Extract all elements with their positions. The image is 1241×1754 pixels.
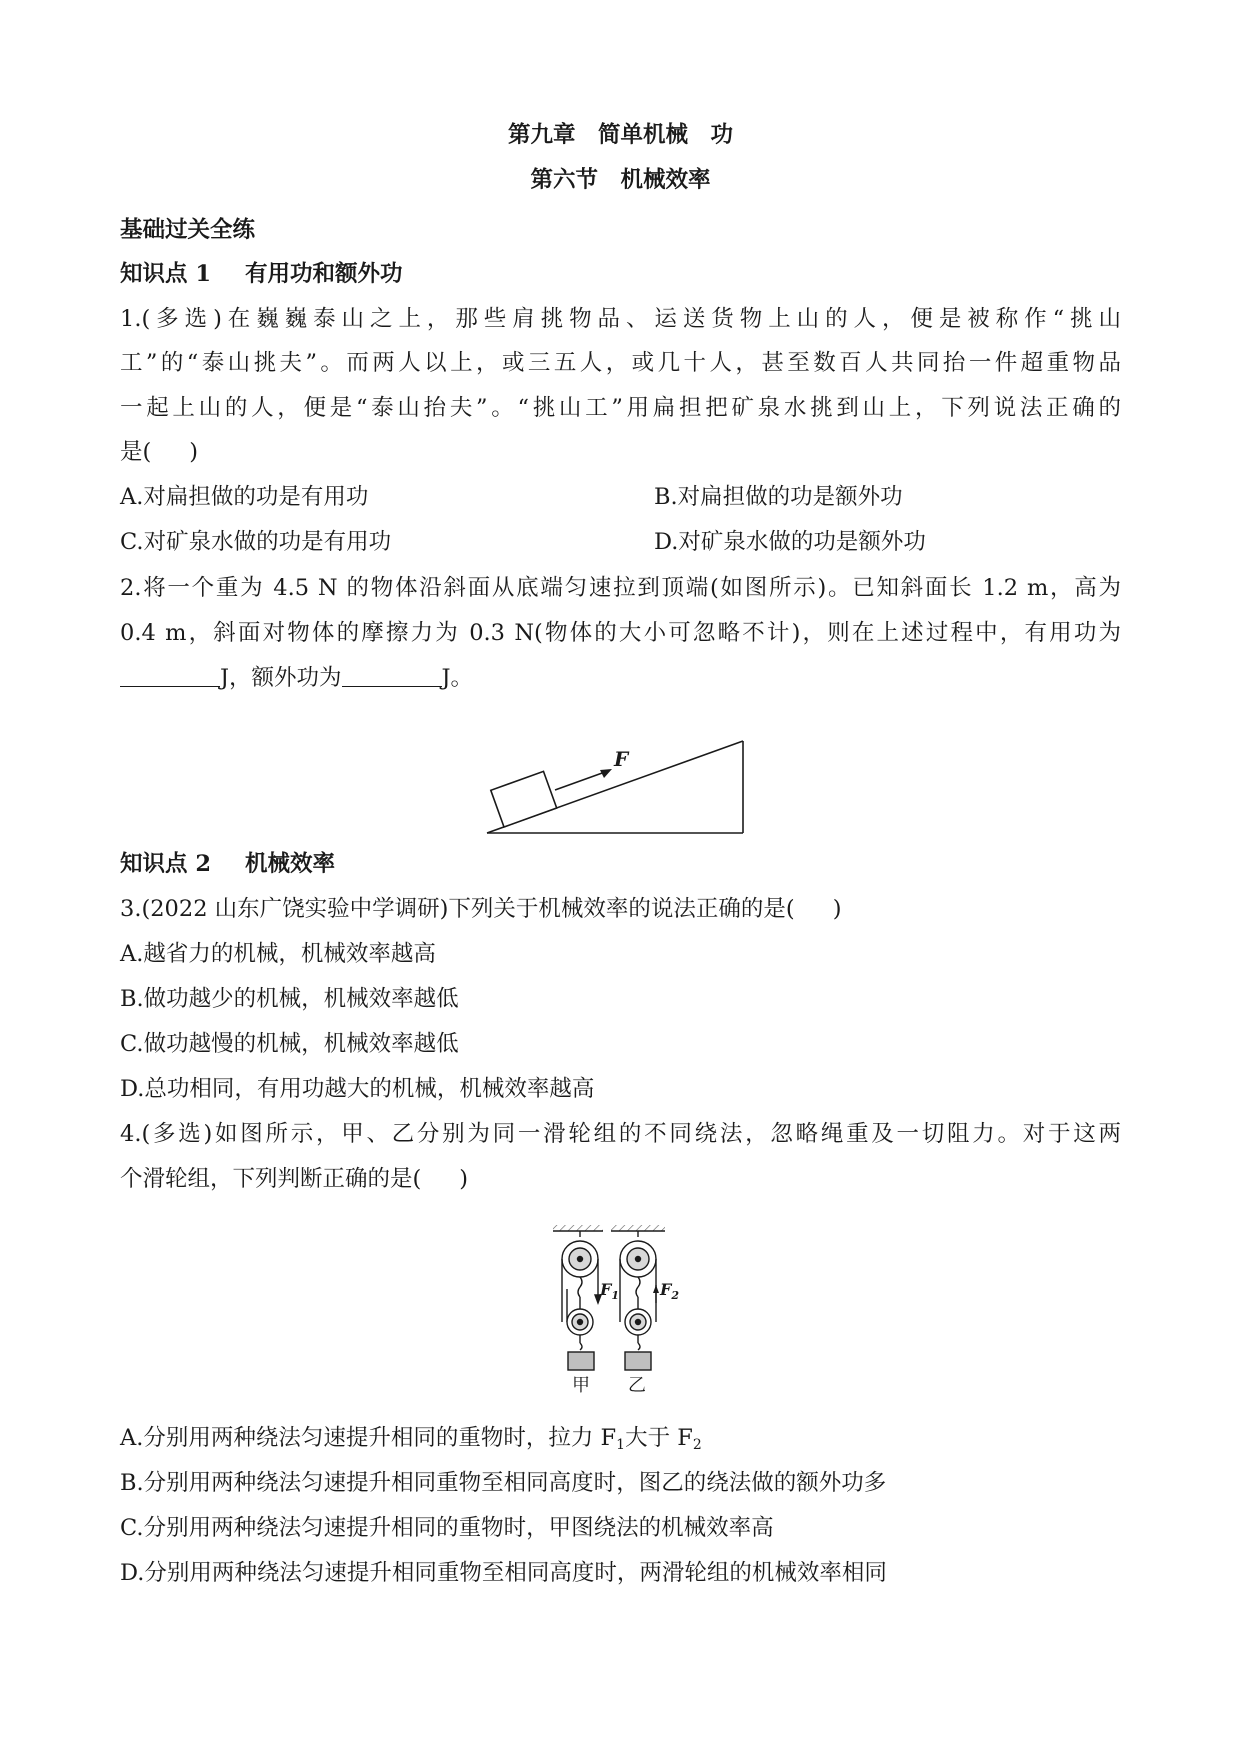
force-label-f1: $F_1$ — [600, 1280, 620, 1302]
q3-option-b: B.做功越少的机械，机械效率越低 — [120, 986, 459, 1012]
ceiling-left — [553, 1225, 603, 1231]
kp2-title: 机械效率 — [245, 851, 336, 877]
q4-option-a-sub1: 1 — [616, 1437, 626, 1453]
q3-stem — [120, 893, 842, 925]
q3-option-c: C.做功越慢的机械，机械效率越低 — [120, 1031, 459, 1057]
q1-stem-line-1: 1.(多选)在巍巍泰山之上，那些肩挑物品、运送货物上山的人，便是被称作“挑山 — [120, 306, 1121, 332]
q4-option-a — [120, 1422, 702, 1454]
q4-option-a-text: A.分别用两种绕法匀速提升相同的重物时，拉力 F — [120, 1425, 617, 1451]
knowledge-point-1-heading — [120, 258, 403, 290]
q4-stem-text: 个滑轮组，下列判断正确的是( — [120, 1166, 422, 1192]
q2-stem-line-2: 0.4 m，斜面对物体的摩擦力为 0.3 N(物体的大小可忽略不计)，则在上述过程中，有用功为 — [120, 620, 1121, 646]
q2-extra-work-blank[interactable] — [342, 664, 442, 687]
q2-fill-line — [120, 662, 473, 694]
force-label: F — [614, 747, 629, 771]
label-yi: 乙 — [628, 1375, 646, 1396]
q3-answer-close: ) — [832, 896, 842, 922]
q4-stem-line-2 — [120, 1163, 468, 1195]
q4-option-c: C.分别用两种绕法匀速提升相同的重物时，甲图绕法的机械效率高 — [120, 1515, 774, 1541]
ceiling-right — [611, 1225, 665, 1231]
q1-stem-line-4 — [120, 436, 198, 468]
q4-stem-line-1: 4.(多选)如图所示，甲、乙分别为同一滑轮组的不同绕法，忽略绳重及一切阻力。对于这两 — [120, 1121, 1121, 1147]
q1-option-d: D.对矿泉水做的功是额外功 — [654, 529, 926, 555]
kp1-title: 有用功和额外功 — [245, 261, 403, 287]
kp2-label: 知识点 2 — [120, 851, 211, 877]
q2-useful-work-blank[interactable] — [120, 664, 220, 687]
force-arrow-f2 — [653, 1285, 659, 1293]
q4-option-a-sub2: 2 — [692, 1437, 702, 1453]
label-jia: 甲 — [572, 1375, 590, 1396]
q1-option-b: B.对扁担做的功是额外功 — [654, 484, 903, 510]
pulley-system-jia — [562, 1231, 601, 1350]
q2-stem-line-1: 2.将一个重为 4.5 N 的物体沿斜面从底端匀速拉到顶端(如图所示)。已知斜面长 1.2 m，高为 — [120, 575, 1121, 601]
pulley-system-yi — [620, 1231, 656, 1350]
q1-answer-close: ) — [189, 439, 199, 465]
force-arrow-shaft — [555, 772, 605, 790]
force-arrow-head — [600, 769, 612, 778]
knowledge-point-2-heading — [120, 848, 335, 880]
q2-fill-end: J。 — [441, 665, 474, 691]
kp1-label: 知识点 1 — [120, 261, 211, 287]
weight-jia — [568, 1352, 594, 1370]
practice-heading: 基础过关全练 — [120, 217, 256, 243]
force-label-f2: $F_2$ — [660, 1280, 680, 1302]
incline-block — [491, 771, 557, 827]
q4-option-b: B.分别用两种绕法匀速提升相同重物至相同高度时，图乙的绕法做的额外功多 — [120, 1470, 887, 1496]
q1-option-c: C.对矿泉水做的功是有用功 — [120, 529, 392, 555]
chapter-title: 第九章 简单机械 功 — [507, 122, 733, 148]
q4-option-d: D.分别用两种绕法匀速提升相同重物至相同高度时，两滑轮组的机械效率相同 — [120, 1560, 887, 1586]
q3-option-a: A.越省力的机械，机械效率越高 — [120, 941, 436, 967]
weight-yi — [625, 1352, 651, 1370]
q1-stem-line-3: 一起上山的人，便是“泰山抬夫”。“挑山工”用扁担把矿泉水挑到山上，下列说法正确的 — [120, 395, 1121, 421]
incline-figure — [480, 735, 755, 839]
q2-fill-mid: J，额外功为 — [220, 665, 342, 691]
q1-answer-prefix: 是( — [120, 439, 152, 465]
q3-option-d: D.总功相同，有用功越大的机械，机械效率越高 — [120, 1076, 595, 1102]
q3-stem-text: 3.(2022 山东广饶实验中学调研)下列关于机械效率的说法正确的是( — [120, 896, 795, 922]
q1-option-a: A.对扁担做的功是有用功 — [120, 484, 369, 510]
pulley-figure — [548, 1225, 698, 1400]
q4-answer-close: ) — [459, 1166, 469, 1192]
q1-stem-line-2: 工”的“泰山挑夫”。而两人以上，或三五人，或几十人，甚至数百人共同抬一件超重物品 — [120, 350, 1121, 376]
section-title: 第六节 机械效率 — [530, 167, 711, 193]
q4-option-a-mid: 大于 F — [625, 1425, 693, 1451]
